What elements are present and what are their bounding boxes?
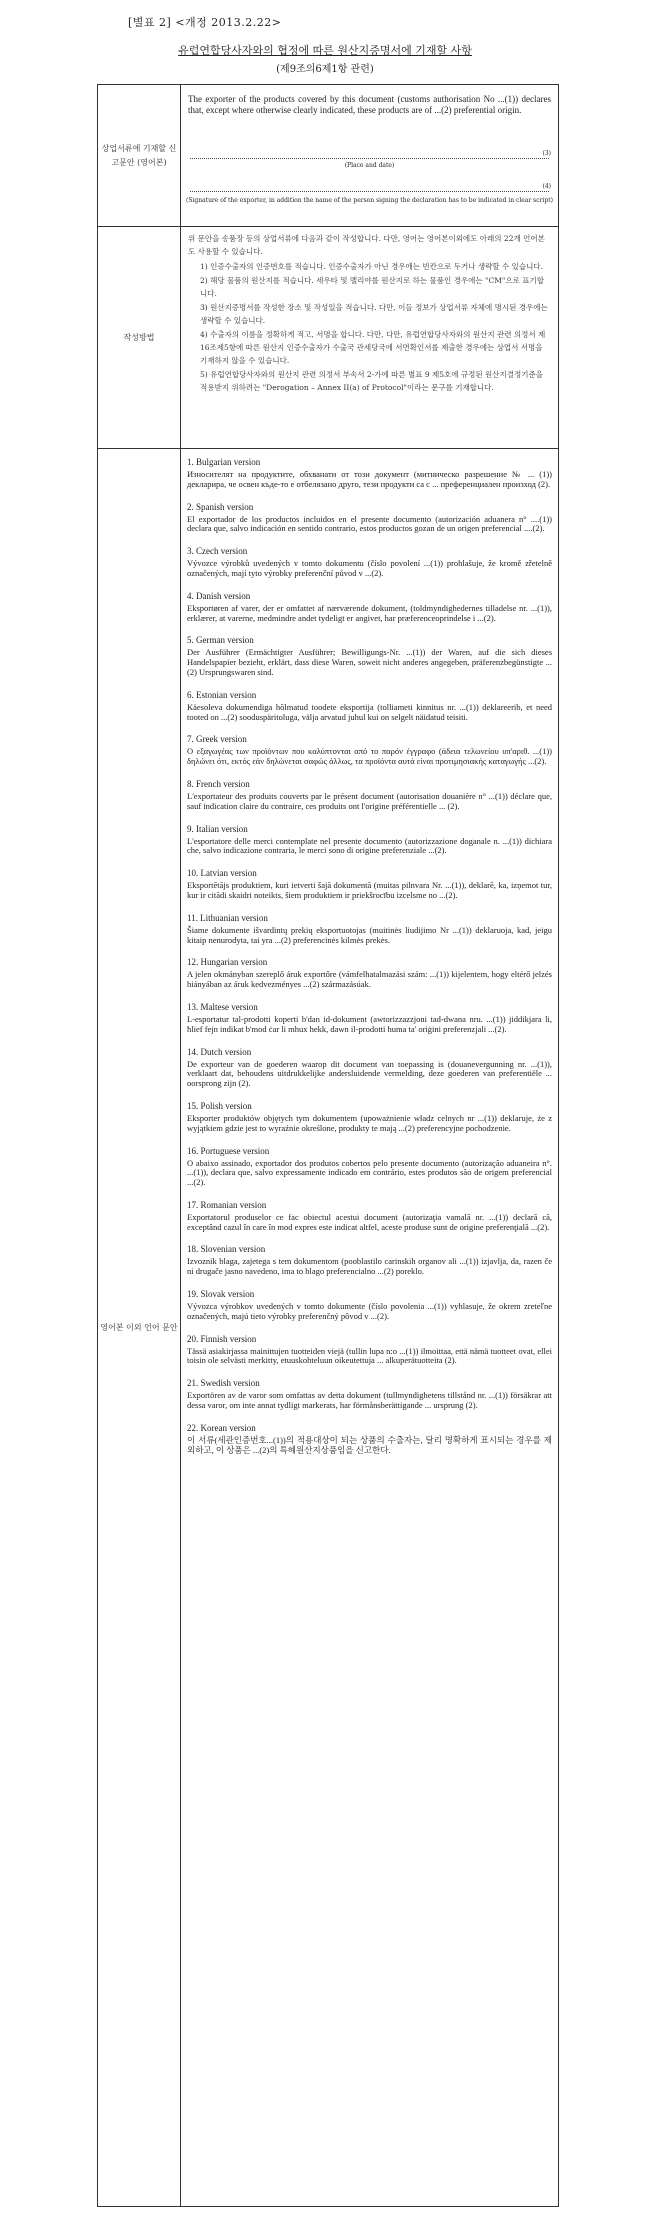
language-version-title: 14. Dutch version [187,1046,252,1057]
english-declaration-text: The exporter of the products covered by this document (customs authorisation No ...(1)) declares that, except where otherwise clearly indicated, these products are of ...(2) preferential origin. [188,94,551,115]
signature-mark: (4) [542,183,551,190]
language-version-text: Izvoznik blaga, zajetega s tem dokumentom (pooblastilo carinskih organov ali ...(1)) izjavlja, da, razen če ni drugače jasno navedeno, ima to blago preferencialno ...(2) poreklo. [187,1256,552,1277]
place-mark: (3) [542,150,551,157]
language-version-title: 7. Greek version [187,734,247,745]
language-version-title: 4. Danish version [187,590,251,601]
language-version-text: Eksportøren af varer, der er omfattet af nærværende dokument, (toldmyndighedernes tilladelse nr. ...(1)), erklærer, at varerne, medmindre andet tydeligt er angivet, har præferenceoprindelse i ...(2). [187,602,552,623]
language-version [187,1243,552,1277]
language-version-text: L'exportateur des produits couverts par le présent document (autorisation douanière n° ...(1)) déclare que, sauf indication claire du contraire, ces produits ont l'origine préférentielle ... (2). [187,790,552,811]
method-item: 2) 해당 물품의 원산지를 적습니다. 세우타 및 멜리야를 원산지로 하는 물품인 경우에는 "CM"으로 표기합니다. [200,276,544,298]
language-version-text: 이 서류(세관인증번호...(1))의 적용대상이 되는 상품의 수출자는, 달리 명확하게 표시되는 경우를 제외하고, 이 상품은 ...(2)의 특혜원산지상품임을 신고한다. [187,1434,552,1455]
method-list [200,260,551,394]
language-version-text: Eksportētājs produktiem, kuri ietverti šajā dokumentā (muitas pilnvara Nr. ...(1)), deklarē, ka, izņemot tur, kur ir citādi skaidri noteikts, šiem produktiem ir priekšrocību izcelsme no ...(2). [187,880,552,900]
row1-label: 상업서류에 기재할 신고문안 (영어본) [98,85,181,227]
language-version-text: Exportatorul produselor ce fac obiectul acestui document (autorizaţia vamală nr. ...(1)) declară că, exceptând cazul în care în mod expres este indicat altfel, aceste produse sunt de origine preferenţială ...(2). [187,1211,552,1232]
language-version-title: 18. Slovenian version [187,1244,266,1255]
row2-content [181,227,559,449]
language-version-text: Käesoleva dokumendiga hõlmatud toodete eksportija (tolliameti kinnitus nr. ...(1)) deklareerib, et need tooted on ...(2) sooduspäritoluga, välja arvatud juhul kui on selgelt näidatud teisiti. [187,701,552,722]
signature-caption: (Signature of the exporter, in addition the name of the person signing the declaration has to be indicated in clear script) [186,197,553,204]
language-version-text: Der Ausführer (Ermächtigter Ausführer; Bewilligungs-Nr. ...(1)) der Waren, auf die sich dieses Handelspapier bezieht, erklärt, dass diese Waren, soweit nicht anderes angegeben, präferenzbegünstigte ...(2) Ursprungswaren sind. [187,647,552,677]
method-item: 3) 원산지증명서를 작성한 장소 및 작성일을 적습니다. 다만, 이들 정보가 상업서류 자체에 명시된 경우에는 생략할 수 있습니다. [200,303,548,325]
row-other-languages [98,449,559,2207]
language-version-title: 17. Romanian version [187,1199,267,1210]
language-version-title: 13. Maltese version [187,1001,258,1012]
language-version [187,545,552,579]
language-version [187,1422,552,1456]
method-item: 5) 유럽연합당사자와의 원산지 관련 의정서 부속서 2-가에 따른 별표 9 제5호에 규정된 원산지결정기준을 적용받지 위하려는 "Derogation – Annex II(a) of Protocol"이라는 문구를 기재합니다. [200,370,543,392]
language-version-text: A jelen okmányban szereplő áruk exportőre (vámfelhatalmazási szám: ...(1)) kijelentem, hogy eltérő jelzés hiányában az áruk kedvezményes ...(2) származásúak. [187,969,552,990]
document-title: 유럽연합당사자와의 협정에 따른 원산지증명서에 기재할 사항 [178,44,472,57]
language-version-title: 5. German version [187,635,254,646]
language-version [187,1288,552,1322]
language-versions [182,450,557,1455]
language-version-text: De exporteur van de goederen waarop dit document van toepassing is (douanevergunning nr. ...(1)), verklaart dat, behoudens uitdrukkelijke andersluidende vermelding, deze goederen van preferentiële ... oorsprong zijn (2). [187,1058,552,1089]
row3-content [181,449,559,2207]
row-method [98,227,559,449]
signature-line [190,191,549,192]
language-version [187,733,552,767]
language-version-text: Eksporter produktów objętych tym dokumentem (upoważnienie władz celnych nr ...(1)) deklaruje, że z wyjątkiem gdzie jest to wyraźnie określone, produkty te mają ...(2) preferencyjne pochodzenie. [187,1112,552,1133]
annex-tag: [별표 2] <개정 2013.2.22> [128,16,282,29]
language-version [187,689,552,723]
language-version-text: O abaixo assinado, exportador dos produtos cobertos pelo presente documento (autorização aduaneira n°. ...(1)), declara que, salvo expressamente indicado em contrário, estes produtos são de origem preferencial ...(2). [187,1157,552,1188]
method-item: 1) 인증수출자의 인증번호를 적습니다. 인증수출자가 아닌 경우에는 빈칸으로 두거나 생략할 수 있습니다. [200,262,543,271]
language-version-text: Ο εξαγωγέας των προϊόντων που καλύπτονται από το παρόν έγγραφο (άδεια τελωνείου υπ'αριθ. ...(1)) δηλώνει ότι, εκτός εάν δηλώνεται σαφώς άλλως, τα προϊόντα αυτά είναι προτιμησιακής καταγωγής ...(2). [187,746,552,767]
language-version-text: Износителят на продуктите, обхванати от този документ (митническо разрешение № ... (1)) декларира, че освен къде-то е отбелязано друго, тези продукти са с ... преференциален произход (2). [187,469,552,489]
language-version-title: 6. Estonian version [187,689,257,700]
place-date-line [190,158,549,159]
language-version [187,1333,552,1367]
document-subtitle: (제9조의6제1항 관련) [276,64,374,75]
language-version-text: El exportador de los productos incluidos en el presente documento (autorización aduanera n° ....(1)) declara que, salvo indicación en sentido contrario, estos productos gozan de un origen preferencial ....(2). [187,513,552,534]
language-version-text: Tässä asiakirjassa mainittujen tuotteiden viejä (tullin lupa n:o ...(1)) ilmoittaa, että nämä tuotteet ovat, ellei toisin ole selvästi merkitty, etuuskohteluun oikeutettuja ... alkuperätuotteita (2). [187,1345,552,1366]
language-version-text: Vývozca výrobkov uvedených v tomto dokumente (číslo povolenia ...(1)) vyhlasuje, že okrem zreteľne označených, majú tieto výrobky preferenčný pôvod v ...(2). [187,1301,552,1321]
language-version [187,590,552,624]
row3-label: 영어본 이외 언어 문안 [98,449,181,2207]
row-english-declaration [98,85,559,227]
language-version-text: Vývozce výrobků uvedených v tomto dokumentu (číslo povolení ...(1)) prohlašuje, že kromě zřetelně označených, mají tyto výrobky preferenční původ v ...(2). [187,558,552,578]
language-version [187,1145,552,1188]
place-date-caption: (Place and date) [344,162,395,169]
method-intro: 위 문안을 송품장 등의 상업서류에 다음과 같이 작성합니다. 다만, 영어는 영어본이외에도 아래의 22개 언어본도 사용할 수 있습니다. [188,234,545,256]
language-version-title: 11. Lithuanian version [187,912,268,923]
language-version-text: L'esportatore delle merci contemplate nel presente documento (autorizzazione doganale n. ...(1)) dichiara che, salvo indicazione contraria, le merci sono di origine preferenziale ...(2). [187,835,552,856]
language-version-title: 1. Bulgarian version [187,457,261,467]
language-version-text: Šiame dokumente išvardintų prekių eksportuotojas (muitinės liudijimo Nr ...(1)) deklaruoja, kad, jeigu kitaip nenurodyta, tai yra ...(2) preferencinės kilmės prekės. [187,924,552,945]
language-version-title: 8. French version [187,778,250,789]
language-version [187,778,552,812]
language-version [187,1377,552,1411]
language-version-text: L-esportatur tal-prodotti koperti b'dan id-dokument (awtorizzazzjoni tad-dwana nru. ...(1)) jiddikjara li, ħlief fejn indikat b'mod ċar li mhux hekk, dawn il-prodotti huma ta' oriġini preferenzjali ...(2). [187,1013,552,1034]
language-version-text: Exportören av de varor som omfattas av detta dokument (tullmyndighetens tillstånd nr. ...(1)) försäkrar att dessa varor, om inte annat tydligt markerats, har förmånsberättigande ... ursprung (2). [187,1390,552,1411]
language-version-title: 21. Swedish version [187,1378,260,1389]
language-version-title: 9. Italian version [187,823,248,834]
language-version-title: 16. Portuguese version [187,1145,270,1156]
language-version-title: 15. Polish version [187,1100,252,1111]
language-version-title: 22. Korean version [187,1422,256,1433]
language-version [187,501,552,535]
language-version [187,1046,552,1089]
language-version-title: 19. Slovak version [187,1289,255,1300]
language-version [187,956,552,990]
row1-content [181,85,559,227]
language-version-title: 20. Finnish version [187,1333,257,1344]
method-item: 4) 수출자의 이름을 정확하게 적고, 서명을 합니다. 다만, 다만, 유럽연합당사자와의 원산지 관련 의정서 제16조제5항에 따른 원산지 인증수출자가 수출국 관세당국에 서면확인서를 제출한 경우에는 상업서 서명을 기재하지 않을 수 있습니다. [200,330,546,365]
language-version [187,912,552,946]
declaration-table [97,84,559,2207]
language-version-title: 10. Latvian version [187,868,257,879]
language-version [187,1100,552,1134]
language-version [187,456,552,490]
language-version [187,634,552,677]
language-version [187,867,552,901]
language-version-title: 12. Hungarian version [187,957,268,968]
language-version [187,823,552,857]
language-version-title: 2. Spanish version [187,501,254,512]
language-version-title: 3. Czech version [187,546,248,557]
language-version [187,1001,552,1035]
language-version [187,1199,552,1233]
row2-label: 작성방법 [98,227,181,449]
